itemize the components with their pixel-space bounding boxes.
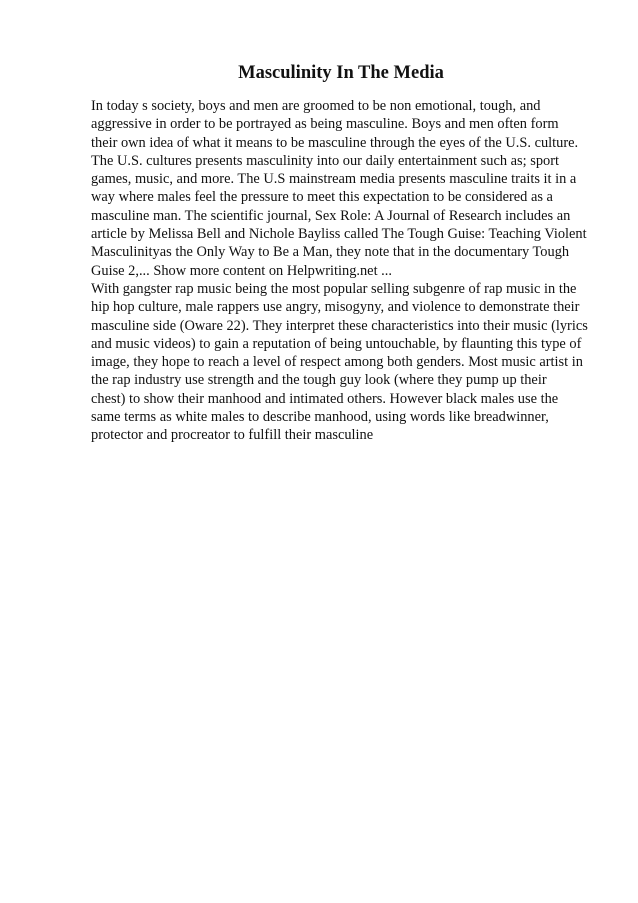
body-line: In today s society, boys and men are groomed to be non emotional, tough, and <box>91 98 541 114</box>
body-line: same terms as white males to describe manhood, using words like breadwinner, <box>91 409 549 426</box>
body-line: Guise 2,... Show more content on Helpwriting.net ... <box>91 262 392 279</box>
document-title: Masculinity In The Media <box>238 63 444 83</box>
body-line: hip hop culture, male rappers use angry, misogyny, and violence to demonstrate their <box>91 299 580 316</box>
body-line: article by Melissa Bell and Nichole Bayliss called The Tough Guise: Teaching Violent <box>91 226 587 243</box>
body-line: protector and procreator to fulfill their masculine <box>91 427 374 444</box>
body-line: way where males feel the pressure to meet this expectation to be considered as a <box>91 189 553 206</box>
body-line: masculine man. The scientific journal, Sex Role: A Journal of Research includes an <box>91 207 571 224</box>
body-line: games, music, and more. The U.S mainstream media presents masculine traits it in a <box>91 171 577 188</box>
body-line: masculine side (Oware 22). They interpret these characteristics into their music (lyrics <box>91 317 588 334</box>
body-line: Masculinityas the Only Way to Be a Man, they note that in the documentary Tough <box>91 244 570 261</box>
body-line: aggressive in order to be portrayed as being masculine. Boys and men often form <box>91 116 559 133</box>
body-line: the rap industry use strength and the tough guy look (where they pump up their <box>91 372 547 389</box>
body-line: their own idea of what it means to be masculine through the eyes of the U.S. culture. <box>91 134 579 151</box>
body-line: chest) to show their manhood and intimated others. However black males use the <box>91 390 559 407</box>
body-line: With gangster rap music being the most popular selling subgenre of rap music in the <box>91 280 577 297</box>
body-line: and music videos) to gain a reputation of being untouchable, by flaunting this type of <box>91 335 582 352</box>
body-line: The U.S. cultures presents masculinity into our daily entertainment such as; sport <box>91 152 559 169</box>
body-line: image, they hope to reach a level of respect among both genders. Most music artist in <box>91 354 583 371</box>
document-body <box>91 97 611 445</box>
